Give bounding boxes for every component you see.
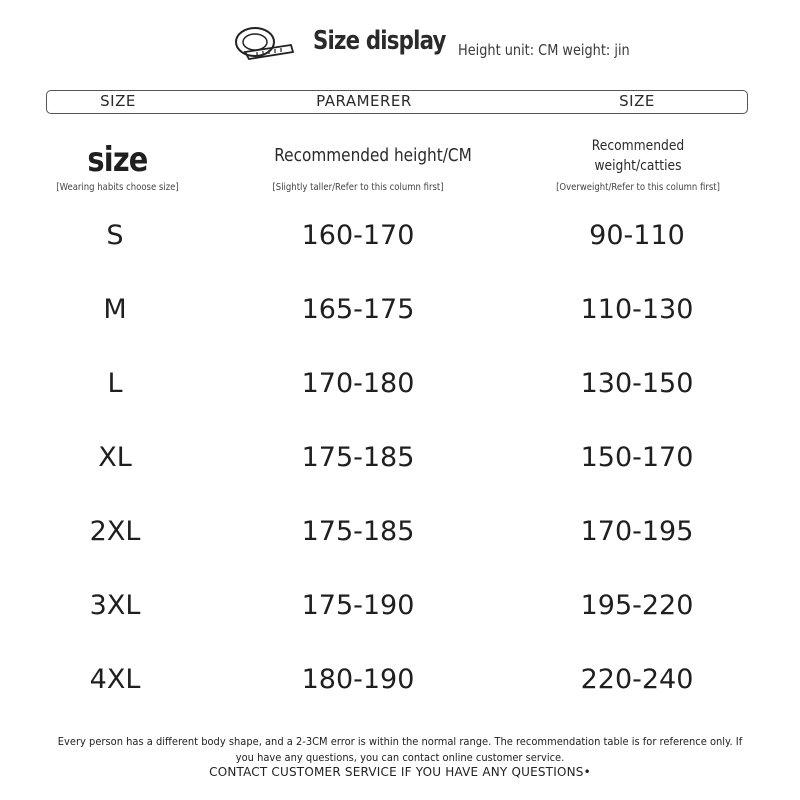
- disclaimer-text: Every person has a different body shape, and a 2-3CM error is within the normal range. The recommendation table is for reference only. If you have any questions, you can contact online customer service.: [57, 735, 743, 764]
- size-column-title: size: [87, 140, 148, 180]
- weight-title-line2: weight/catties: [594, 158, 682, 174]
- weight-cell: 170-195: [580, 516, 694, 547]
- size-cell: S: [106, 220, 124, 251]
- unit-note: Height unit: CM weight: jin: [458, 41, 630, 59]
- header-size-right: SIZE: [619, 92, 655, 110]
- weight-column-note: [Overweight/Refer to this column first]: [556, 182, 720, 193]
- contact-notice: CONTACT CUSTOMER SERVICE IF YOU HAVE ANY QUESTIONS•: [209, 765, 591, 779]
- weight-cell: 90-110: [589, 220, 685, 251]
- measuring-tape-icon: [233, 22, 295, 64]
- size-cell: 4XL: [89, 664, 141, 695]
- page-title: Size display: [313, 26, 446, 56]
- weight-cell: 130-150: [580, 368, 694, 399]
- height-cell: 180-190: [301, 664, 415, 695]
- weight-cell: 220-240: [580, 664, 694, 695]
- height-cell: 175-185: [301, 442, 415, 473]
- height-cell: 175-185: [301, 516, 415, 547]
- weight-column-title: [569, 136, 706, 176]
- weight-title-line1: Recommended: [591, 138, 685, 154]
- height-cell: 160-170: [301, 220, 415, 251]
- height-column-title: Recommended height/CM: [274, 145, 472, 166]
- weight-cell: 150-170: [580, 442, 694, 473]
- size-cell: 2XL: [89, 516, 141, 547]
- size-cell: XL: [98, 442, 132, 473]
- height-cell: 170-180: [301, 368, 415, 399]
- weight-cell: 195-220: [580, 590, 694, 621]
- size-column-note: [Wearing habits choose size]: [56, 182, 179, 193]
- size-cell: 3XL: [89, 590, 141, 621]
- header-parameter: PARAMERER: [316, 92, 412, 110]
- height-column-note: [Slightly taller/Refer to this column first]: [272, 182, 444, 193]
- height-cell: 175-190: [301, 590, 415, 621]
- header-size-left: SIZE: [100, 92, 136, 110]
- size-cell: L: [107, 368, 123, 399]
- weight-cell: 110-130: [580, 294, 694, 325]
- height-cell: 165-175: [301, 294, 415, 325]
- size-cell: M: [103, 294, 127, 325]
